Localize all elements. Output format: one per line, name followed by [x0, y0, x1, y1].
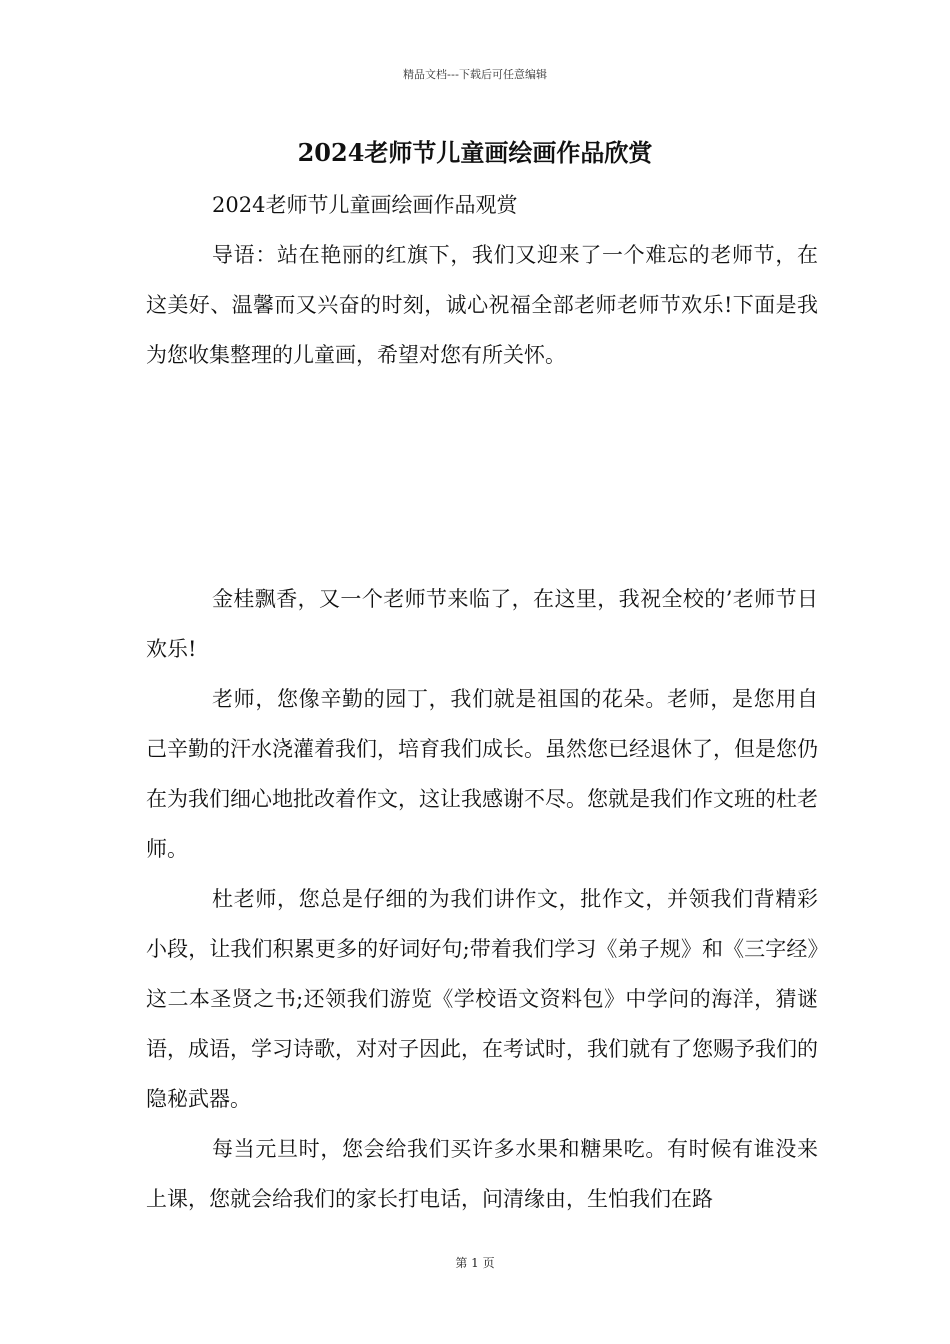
body-paragraph-4: 每当元旦时，您会给我们买许多水果和糖果吃。有时候有谁没来上课，您就会给我们的家长打电话，问清缘由，生怕我们在路 — [146, 1137, 818, 1211]
body-paragraph-1: 金桂飘香，又一个老师节来临了，在这里，我祝全校的’老师节日欢乐! — [146, 587, 818, 661]
document-title: 2024老师节儿童画绘画作品欣赏 — [297, 138, 653, 167]
body-block-top — [146, 180, 818, 380]
body-paragraph-2: 老师，您像辛勤的园丁，我们就是祖国的花朵。老师，是您用自己辛勤的汗水浇灌着我们，培育我们成长。虽然您已经退休了，但是您仍在为我们细心地批改着作文，这让我感谢不尽。您就是我们作文班的杜老师。 — [146, 687, 818, 861]
page-header: 精品文档---下载后可任意编辑 — [403, 68, 547, 81]
page-number: 第 1 页 — [455, 1256, 495, 1270]
intro-paragraph: 导语：站在艳丽的红旗下，我们又迎来了一个难忘的老师节，在这美好、温馨而又兴奋的时刻，诚心祝福全部老师老师节欢乐!下面是我为您收集整理的儿童画，希望对您有所关怀。 — [146, 243, 818, 367]
subtitle-paragraph: 2024老师节儿童画绘画作品观赏 — [212, 193, 518, 217]
body-block-bottom — [146, 574, 818, 1224]
body-paragraph-3: 杜老师，您总是仔细的为我们讲作文，批作文，并领我们背精彩小段，让我们积累更多的好词好句;带着我们学习《弟子规》和《三字经》这二本圣贤之书;还领我们游览《学校语文资料包》中学问的海洋，猜谜语，成语，学习诗歌，对对子因此，在考试时，我们就有了您赐予我们的隐秘武器。 — [146, 887, 818, 1111]
